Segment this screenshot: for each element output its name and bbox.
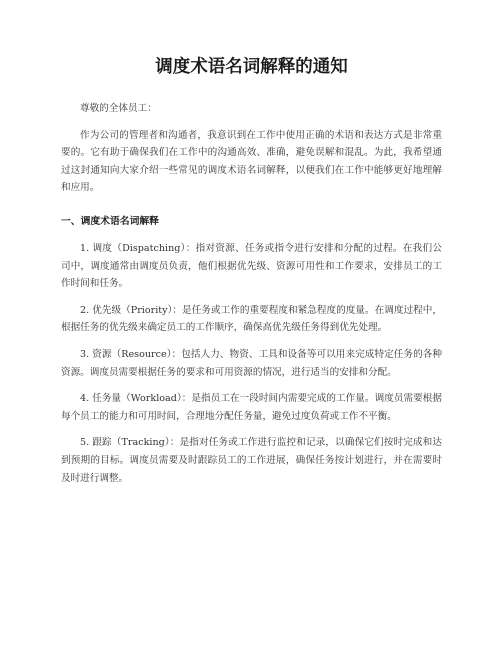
term-item-resource: 3. 资源（Resource）：包括人力、物资、工具和设备等可以用来完成特定任务的各种资源。调度员需要根据任务的要求和可用资源的情况，进行适当的安排和分配。 — [61, 348, 442, 378]
term-item-dispatching: 1. 调度（Dispatching）：指对资源、任务或指令进行安排和分配的过程。在我们公司中，调度通常由调度员负责，他们根据优先级、资源可用性和工作要求，安排员工的工作时间和任务。 — [61, 242, 442, 290]
term-item-priority: 2. 优先级（Priority）：是任务或工作的重要程度和紧急程度的度量。在调度过程中，根据任务的优先级来确定员工的工作顺序，确保高优先级任务得到优先处理。 — [61, 304, 442, 334]
term-item-workload: 4. 任务量（Workload）：是指员工在一段时间内需要完成的工作量。调度员需要根据每个员工的能力和可用时间，合理地分配任务量，避免过度负荷或工作不平衡。 — [61, 393, 442, 422]
term-item-tracking: 5. 跟踪（Tracking）：是指对任务或工作进行监控和记录，以确保它们按时完成和达到预期的目标。调度员需要及时跟踪员工的工作进展，确保任务按计划进行，并在需要时及时进行调整。 — [61, 437, 442, 484]
greeting: 尊敬的全体员工： — [80, 103, 157, 114]
section-heading: 一、调度术语名词解释 — [61, 215, 159, 227]
document-title: 调度术语名词解释的通知 — [155, 57, 348, 77]
intro-paragraph: 作为公司的管理者和沟通者，我意识到在工作中使用正确的术语和表达方式是非常重要的。它有助于确保我们在工作中的沟通高效、准确，避免误解和混乱。为此，我希望通过这封通知向大家介绍一些常见的调度术语名词解释，以便我们在工作中能够更好地理解和应用。 — [61, 129, 442, 194]
